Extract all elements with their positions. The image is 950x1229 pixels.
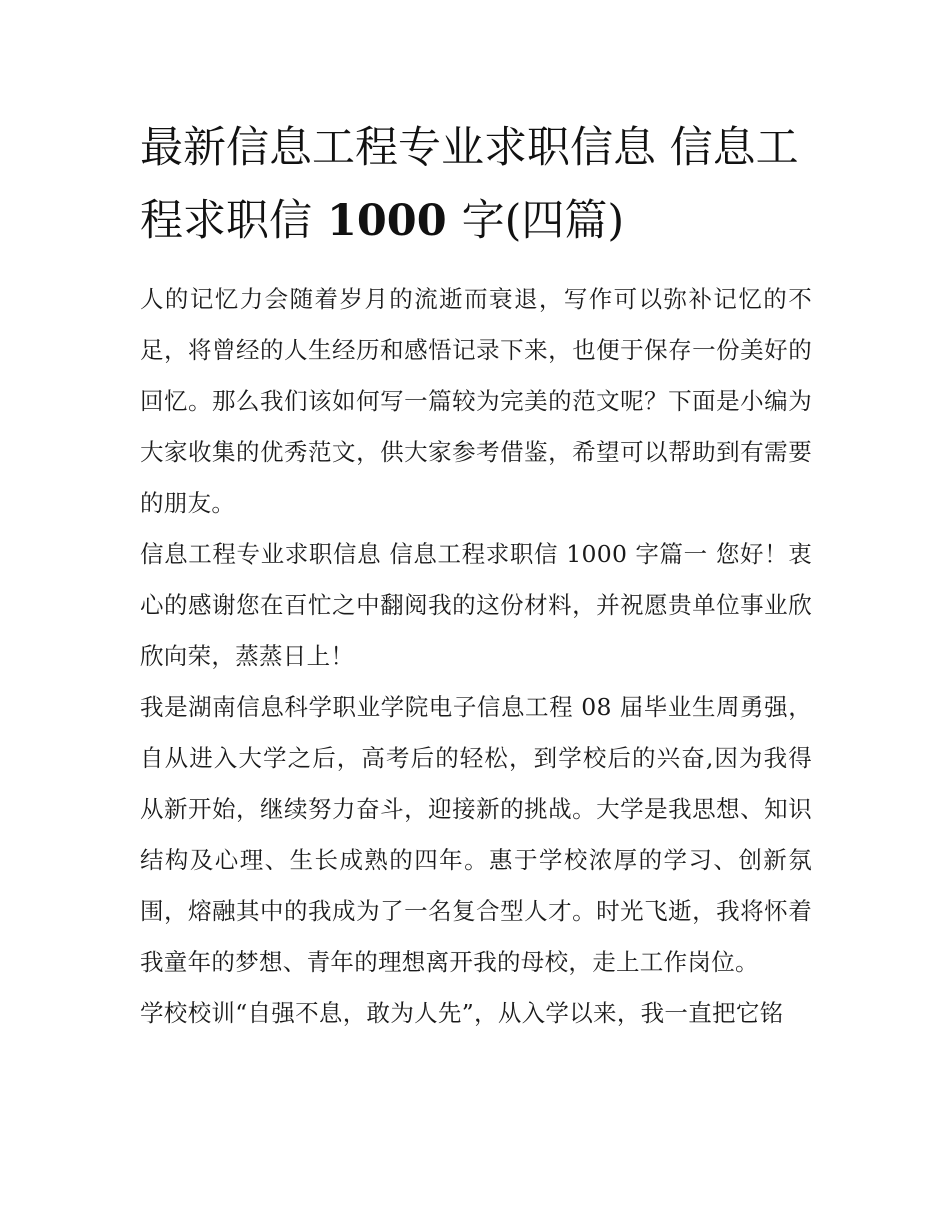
title-text-part2: 字(四篇) xyxy=(461,196,625,246)
self-introduction-paragraph: 我是湖南信息科学职业学院电子信息工程 08 届毕业生周勇强，自从进入大学之后，高考后的轻松，到学校后的兴奋,因为我得从新开始，继续努力奋斗，迎接新的挑战。大学是我思想、知识结构及心理、生长成熟的四年。惠于学校浓厚的学习、创新氛围，熔融其中的我成为了一名复合型人才。时光飞逝，我将怀着我童年的梦想、青年的理想离开我的母校，走上工作岗位。 xyxy=(140,693,812,976)
document-title xyxy=(140,112,812,258)
document-content xyxy=(140,112,812,1039)
title-number: 1000 xyxy=(312,196,462,246)
title-text-part1: 最新信息工程专业求职信息 信息工程求职信 xyxy=(140,123,799,246)
school-motto-paragraph: 学校校训“自强不息，敢为人先”，从入学以来，我一直把它铭 xyxy=(140,999,784,1027)
intro-paragraph: 人的记忆力会随着岁月的流逝而衰退，写作可以弥补记忆的不足，将曾经的人生经历和感悟记录下来，也便于保存一份美好的回忆。那么我们该如何写一篇较为完美的范文呢？下面是小编为大家收集的优秀范文，供大家参考借鉴，希望可以帮助到有需要的朋友。 xyxy=(140,285,812,517)
letter-greeting-paragraph: 信息工程专业求职信息 信息工程求职信 1000 字篇一 您好！衷心的感谢您在百忙之中翻阅我的这份材料，并祝愿贵单位事业欣欣向荣，蒸蒸日上！ xyxy=(140,540,812,670)
